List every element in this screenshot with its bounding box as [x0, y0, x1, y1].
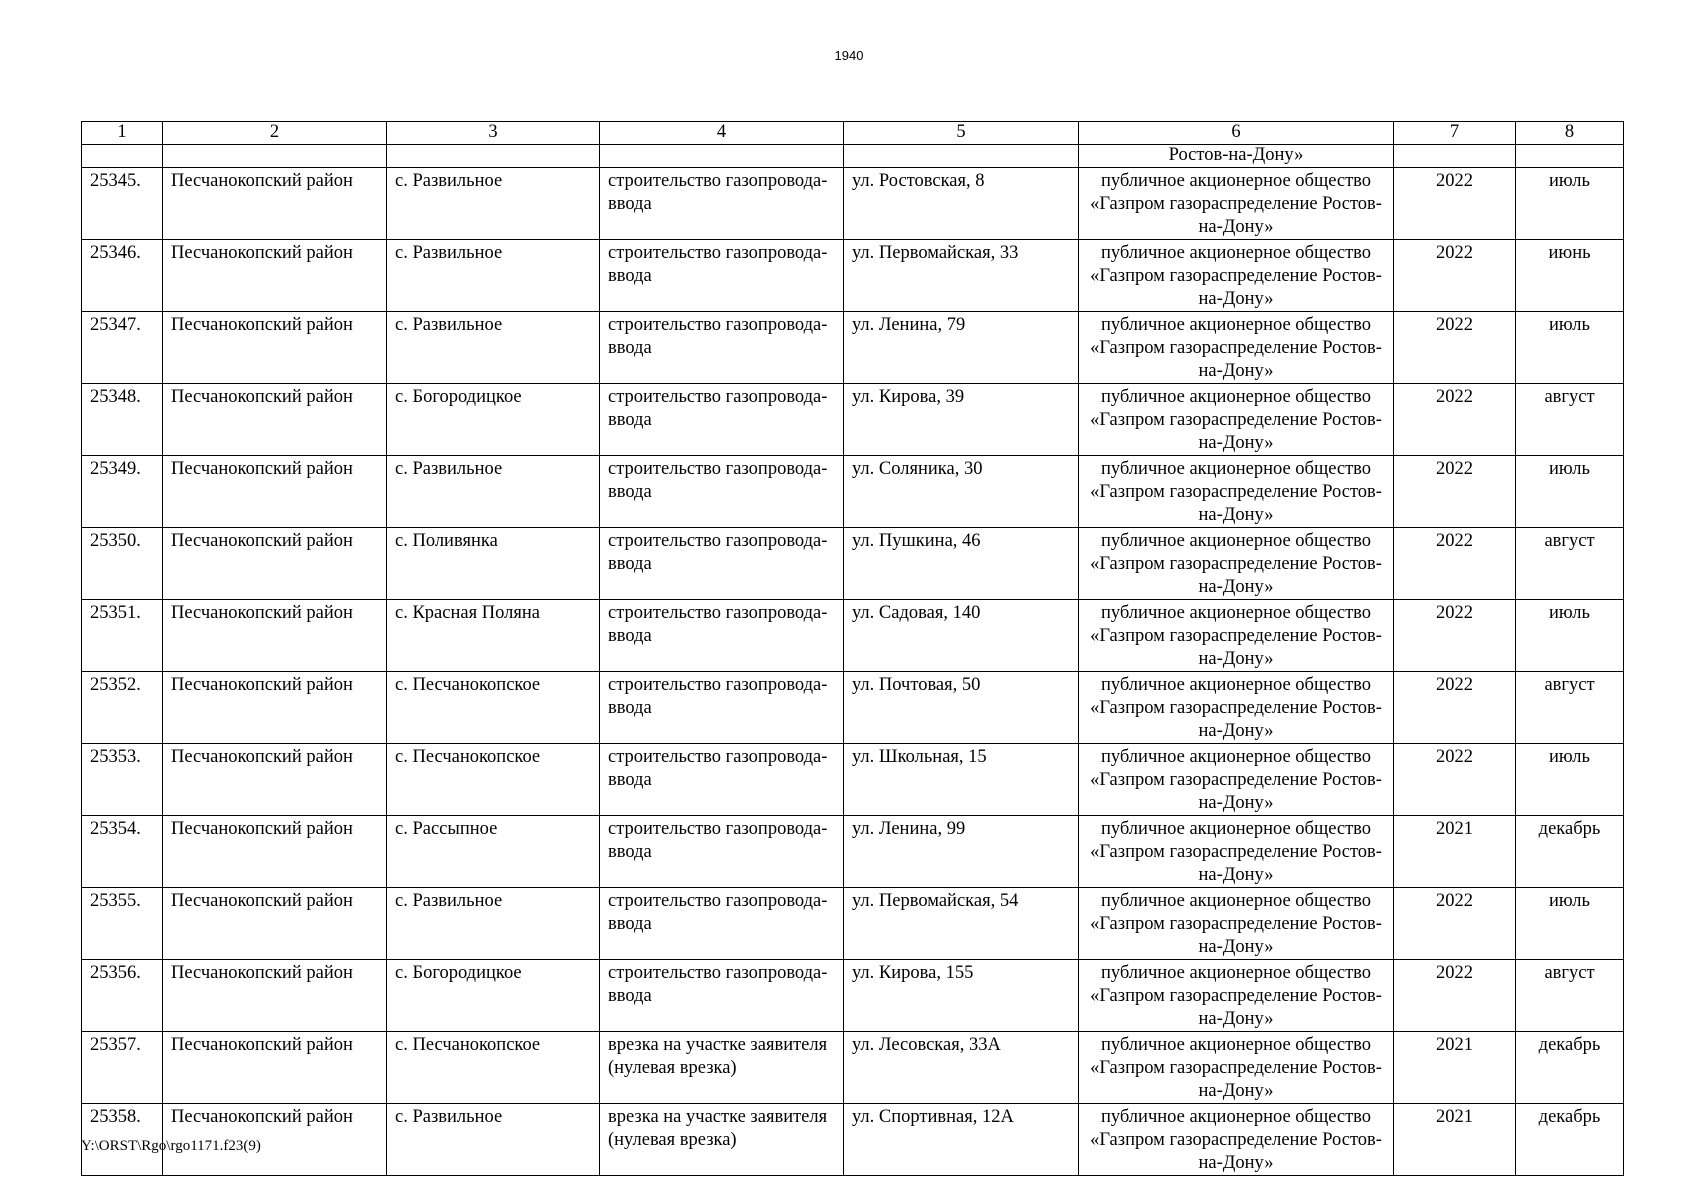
organization-cell: публичное акционерное общество «Газпром газораспределение Ростов-на-Дону»	[1079, 672, 1394, 744]
work-type-cell: строительство газопровода-ввода	[600, 240, 844, 312]
address-cell: ул. Садовая, 140	[844, 600, 1079, 672]
organization-cell: публичное акционерное общество «Газпром газораспределение Ростов-на-Дону»	[1079, 960, 1394, 1032]
month-cell: июль	[1516, 312, 1624, 384]
table-row	[82, 456, 1624, 528]
table-row	[82, 528, 1624, 600]
row-number-cell: 25347.	[82, 312, 163, 384]
address-cell: ул. Ростовская, 8	[844, 168, 1079, 240]
column-header: 2	[163, 122, 387, 145]
organization-cell: публичное акционерное общество «Газпром газораспределение Ростов-на-Дону»	[1079, 528, 1394, 600]
settlement-cell: с. Красная Поляна	[387, 600, 600, 672]
year-cell: 2022	[1394, 456, 1516, 528]
table-row	[82, 888, 1624, 960]
district-cell: Песчанокопский район	[163, 456, 387, 528]
organization-cell: публичное акционерное общество «Газпром газораспределение Ростов-на-Дону»	[1079, 888, 1394, 960]
work-type-cell: строительство газопровода-ввода	[600, 456, 844, 528]
row-number-cell: 25357.	[82, 1032, 163, 1104]
column-header: 4	[600, 122, 844, 145]
table-row	[82, 384, 1624, 456]
settlement-cell: с. Песчанокопское	[387, 744, 600, 816]
district-cell: Песчанокопский район	[163, 888, 387, 960]
registry-table	[81, 121, 1624, 1176]
column-header: 6	[1079, 122, 1394, 145]
work-type-cell: строительство газопровода-ввода	[600, 384, 844, 456]
year-cell: 2022	[1394, 672, 1516, 744]
row-number-cell: 25352.	[82, 672, 163, 744]
settlement-cell: с. Развильное	[387, 1104, 600, 1176]
month-cell: июль	[1516, 168, 1624, 240]
district-cell: Песчанокопский район	[163, 240, 387, 312]
row-number-cell: 25346.	[82, 240, 163, 312]
table-row	[82, 960, 1624, 1032]
organization-cell: публичное акционерное общество «Газпром газораспределение Ростов-на-Дону»	[1079, 240, 1394, 312]
column-header: 8	[1516, 122, 1624, 145]
organization-cell: публичное акционерное общество «Газпром газораспределение Ростов-на-Дону»	[1079, 1032, 1394, 1104]
organization-cell: публичное акционерное общество «Газпром газораспределение Ростов-на-Дону»	[1079, 168, 1394, 240]
month-cell: август	[1516, 528, 1624, 600]
table-row	[82, 600, 1624, 672]
page-number: 1940	[834, 48, 864, 63]
settlement-cell: с. Развильное	[387, 240, 600, 312]
column-header: 7	[1394, 122, 1516, 145]
address-cell: ул. Кирова, 155	[844, 960, 1079, 1032]
district-cell: Песчанокопский район	[163, 1104, 387, 1176]
work-type-cell: строительство газопровода-ввода	[600, 528, 844, 600]
year-cell: 2022	[1394, 168, 1516, 240]
row-number-cell: 25349.	[82, 456, 163, 528]
month-cell: декабрь	[1516, 816, 1624, 888]
column-number-row	[82, 122, 1624, 145]
organization-cell: публичное акционерное общество «Газпром газораспределение Ростов-на-Дону»	[1079, 384, 1394, 456]
district-cell: Песчанокопский район	[163, 384, 387, 456]
month-cell: июль	[1516, 744, 1624, 816]
work-type-cell: строительство газопровода-ввода	[600, 312, 844, 384]
work-type-cell: строительство газопровода-ввода	[600, 168, 844, 240]
settlement-cell: с. Развильное	[387, 456, 600, 528]
work-type-cell: строительство газопровода-ввода	[600, 672, 844, 744]
address-cell: ул. Спортивная, 12А	[844, 1104, 1079, 1176]
month-cell: июнь	[1516, 240, 1624, 312]
address-cell: ул. Школьная, 15	[844, 744, 1079, 816]
row-number-cell: 25355.	[82, 888, 163, 960]
settlement-cell: с. Развильное	[387, 888, 600, 960]
year-cell: 2022	[1394, 960, 1516, 1032]
row-number-cell: 25354.	[82, 816, 163, 888]
district-cell: Песчанокопский район	[163, 816, 387, 888]
address-cell: ул. Кирова, 39	[844, 384, 1079, 456]
month-cell: август	[1516, 384, 1624, 456]
address-cell: ул. Первомайская, 54	[844, 888, 1079, 960]
row-number-cell: 25350.	[82, 528, 163, 600]
district-cell: Песчанокопский район	[163, 672, 387, 744]
address-cell: ул. Пушкина, 46	[844, 528, 1079, 600]
row-number-cell: 25356.	[82, 960, 163, 1032]
table-row	[82, 672, 1624, 744]
row-number-cell: 25353.	[82, 744, 163, 816]
year-cell: 2022	[1394, 384, 1516, 456]
work-type-cell: строительство газопровода-ввода	[600, 600, 844, 672]
row-number-cell: 25345.	[82, 168, 163, 240]
organization-cell: публичное акционерное общество «Газпром газораспределение Ростов-на-Дону»	[1079, 312, 1394, 384]
year-cell: 2022	[1394, 528, 1516, 600]
address-cell: ул. Ленина, 99	[844, 816, 1079, 888]
year-cell: 2022	[1394, 744, 1516, 816]
month-cell: декабрь	[1516, 1032, 1624, 1104]
column-header: 5	[844, 122, 1079, 145]
table-row	[82, 312, 1624, 384]
district-cell: Песчанокопский район	[163, 528, 387, 600]
year-cell: 2021	[1394, 1032, 1516, 1104]
district-cell: Песчанокопский район	[163, 1032, 387, 1104]
organization-cell: публичное акционерное общество «Газпром газораспределение Ростов-на-Дону»	[1079, 744, 1394, 816]
work-type-cell: строительство газопровода-ввода	[600, 816, 844, 888]
table-row	[82, 1032, 1624, 1104]
address-cell: ул. Соляника, 30	[844, 456, 1079, 528]
month-cell: июль	[1516, 600, 1624, 672]
settlement-cell: с. Богородицкое	[387, 384, 600, 456]
settlement-cell: с. Развильное	[387, 168, 600, 240]
organization-cell: публичное акционерное общество «Газпром газораспределение Ростов-на-Дону»	[1079, 600, 1394, 672]
column-header: 3	[387, 122, 600, 145]
year-cell: 2022	[1394, 240, 1516, 312]
continuation-row	[82, 145, 1624, 168]
district-cell: Песчанокопский район	[163, 960, 387, 1032]
settlement-cell: с. Песчанокопское	[387, 672, 600, 744]
table-row	[82, 744, 1624, 816]
work-type-cell: строительство газопровода-ввода	[600, 744, 844, 816]
address-cell: ул. Ленина, 79	[844, 312, 1079, 384]
month-cell: декабрь	[1516, 1104, 1624, 1176]
work-type-cell: врезка на участке заявителя (нулевая врезка)	[600, 1104, 844, 1176]
month-cell: июль	[1516, 888, 1624, 960]
month-cell: июль	[1516, 456, 1624, 528]
table-row	[82, 168, 1624, 240]
footer-file-path: Y:\ORST\Rgo\rgo1171.f23(9)	[81, 1138, 261, 1154]
organization-cell: публичное акционерное общество «Газпром газораспределение Ростов-на-Дону»	[1079, 1104, 1394, 1176]
organization-cell: публичное акционерное общество «Газпром газораспределение Ростов-на-Дону»	[1079, 816, 1394, 888]
row-number-cell: 25358.	[82, 1104, 163, 1176]
district-cell: Песчанокопский район	[163, 168, 387, 240]
month-cell: август	[1516, 960, 1624, 1032]
year-cell: 2021	[1394, 816, 1516, 888]
table-row	[82, 1104, 1624, 1176]
table-row	[82, 240, 1624, 312]
continuation-org-cell: Ростов-на-Дону»	[1079, 145, 1394, 168]
settlement-cell: с. Богородицкое	[387, 960, 600, 1032]
address-cell: ул. Лесовская, 33А	[844, 1032, 1079, 1104]
organization-cell: публичное акционерное общество «Газпром газораспределение Ростов-на-Дону»	[1079, 456, 1394, 528]
table-row	[82, 816, 1624, 888]
settlement-cell: с. Развильное	[387, 312, 600, 384]
district-cell: Песчанокопский район	[163, 744, 387, 816]
row-number-cell: 25348.	[82, 384, 163, 456]
column-header: 1	[82, 122, 163, 145]
settlement-cell: с. Поливянка	[387, 528, 600, 600]
year-cell: 2022	[1394, 888, 1516, 960]
address-cell: ул. Первомайская, 33	[844, 240, 1079, 312]
district-cell: Песчанокопский район	[163, 600, 387, 672]
year-cell: 2022	[1394, 312, 1516, 384]
year-cell: 2022	[1394, 600, 1516, 672]
settlement-cell: с. Песчанокопское	[387, 1032, 600, 1104]
year-cell: 2021	[1394, 1104, 1516, 1176]
address-cell: ул. Почтовая, 50	[844, 672, 1079, 744]
work-type-cell: строительство газопровода-ввода	[600, 888, 844, 960]
settlement-cell: с. Рассыпное	[387, 816, 600, 888]
district-cell: Песчанокопский район	[163, 312, 387, 384]
row-number-cell: 25351.	[82, 600, 163, 672]
work-type-cell: строительство газопровода-ввода	[600, 960, 844, 1032]
month-cell: август	[1516, 672, 1624, 744]
work-type-cell: врезка на участке заявителя (нулевая врезка)	[600, 1032, 844, 1104]
